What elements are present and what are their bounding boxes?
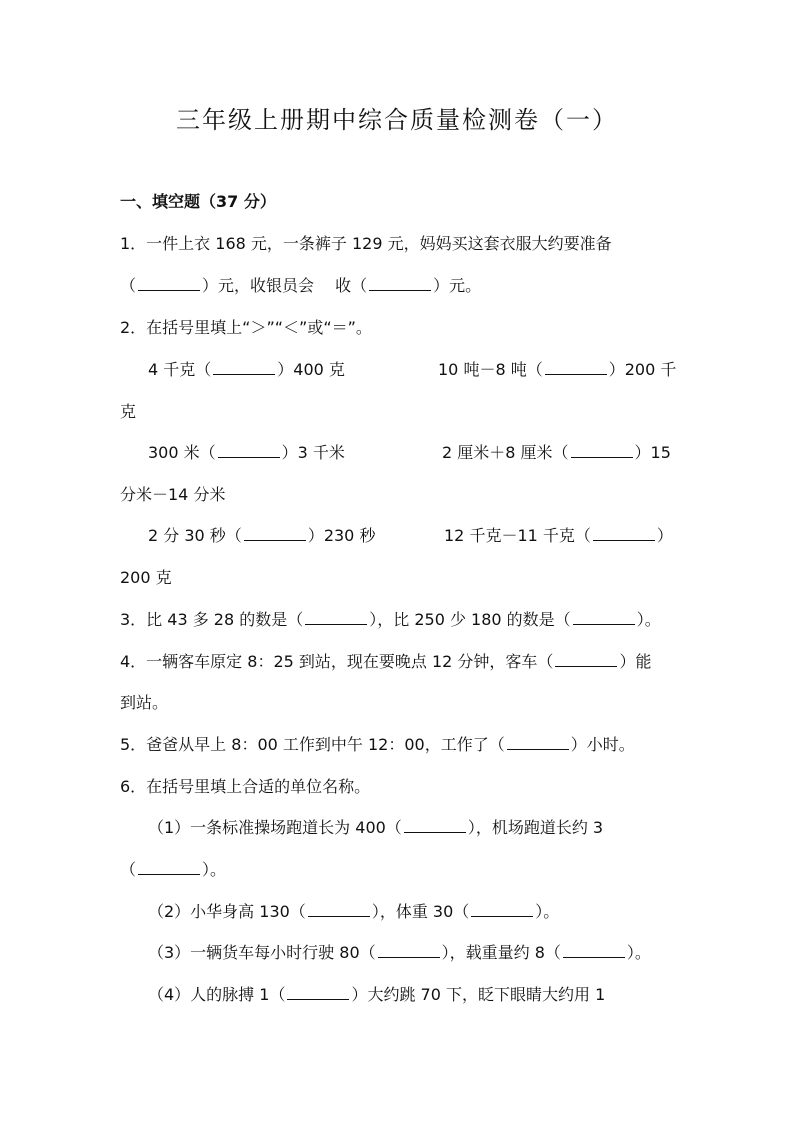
question-3: 3．比 43 多 28 的数是（ ），比 250 少 180 的数是（ ）。: [120, 610, 661, 629]
question-5: 5．爸爸从早上 8：00 工作到中午 12：00，工作了（ ）小时。: [120, 735, 635, 754]
compare-item-wrap: 克: [120, 402, 137, 421]
answer-blank[interactable]: [308, 902, 370, 917]
page-title: 三年级上册期中综合质量检测卷（一）: [176, 106, 618, 134]
compare-item: 2 厘米＋8 厘米（ ）15: [442, 443, 671, 462]
compare-item: 300 米（ ）3 千米: [148, 443, 345, 462]
answer-blank[interactable]: [378, 943, 440, 958]
question-6-2: （2）小华身高 130（ ），体重 30（ ）。: [148, 902, 560, 921]
question-4-wrap: 到站。: [120, 693, 169, 712]
compare-item-wrap: 200 克: [120, 568, 172, 587]
answer-blank[interactable]: [138, 860, 200, 875]
question-4: 4．一辆客车原定 8：25 到站，现在要晚点 12 分钟，客车（ ）能: [120, 652, 652, 671]
compare-item: 12 千克－11 千克（ ）: [444, 526, 673, 545]
answer-blank[interactable]: [244, 526, 306, 541]
answer-blank[interactable]: [218, 443, 280, 458]
answer-blank[interactable]: [369, 276, 431, 291]
compare-item: 2 分 30 秒（ ）230 秒: [148, 526, 376, 545]
compare-item: 10 吨－8 吨（ ）200 千: [438, 360, 677, 379]
compare-item: 4 千克（ ）400 克: [148, 360, 345, 379]
question-2: 2．在括号里填上“＞”“＜”或“＝”。: [120, 318, 372, 337]
question-6-1-wrap: （ ）。: [120, 860, 227, 879]
answer-blank[interactable]: [507, 735, 569, 750]
answer-blank[interactable]: [138, 276, 200, 291]
section-heading: 一、填空题（37 分）: [120, 192, 276, 211]
answer-blank[interactable]: [555, 652, 617, 667]
question-6-1: （1）一条标准操场跑道长为 400（ ），机场跑道长约 3: [148, 818, 604, 837]
answer-blank[interactable]: [573, 610, 635, 625]
question-6: 6．在括号里填上合适的单位名称。: [120, 777, 371, 796]
question-1: 1．一件上衣 168 元，一条裤子 129 元，妈妈买这套衣服大约要准备: [120, 234, 612, 253]
question-1-blanks: （ ）元，收银员会 收（ ）元。: [120, 276, 482, 295]
answer-blank[interactable]: [571, 443, 633, 458]
question-6-3: （3）一辆货车每小时行驶 80（ ），载重量约 8（ ）。: [148, 943, 651, 962]
answer-blank[interactable]: [213, 360, 275, 375]
answer-blank[interactable]: [545, 360, 607, 375]
answer-blank[interactable]: [563, 943, 625, 958]
question-6-4: （4）人的脉搏 1（ ）大约跳 70 下，眨下眼睛大约用 1: [148, 985, 606, 1004]
answer-blank[interactable]: [305, 610, 367, 625]
compare-item-wrap: 分米－14 分米: [120, 485, 226, 504]
answer-blank[interactable]: [287, 985, 349, 1000]
answer-blank[interactable]: [471, 902, 533, 917]
answer-blank[interactable]: [593, 526, 655, 541]
answer-blank[interactable]: [404, 818, 466, 833]
